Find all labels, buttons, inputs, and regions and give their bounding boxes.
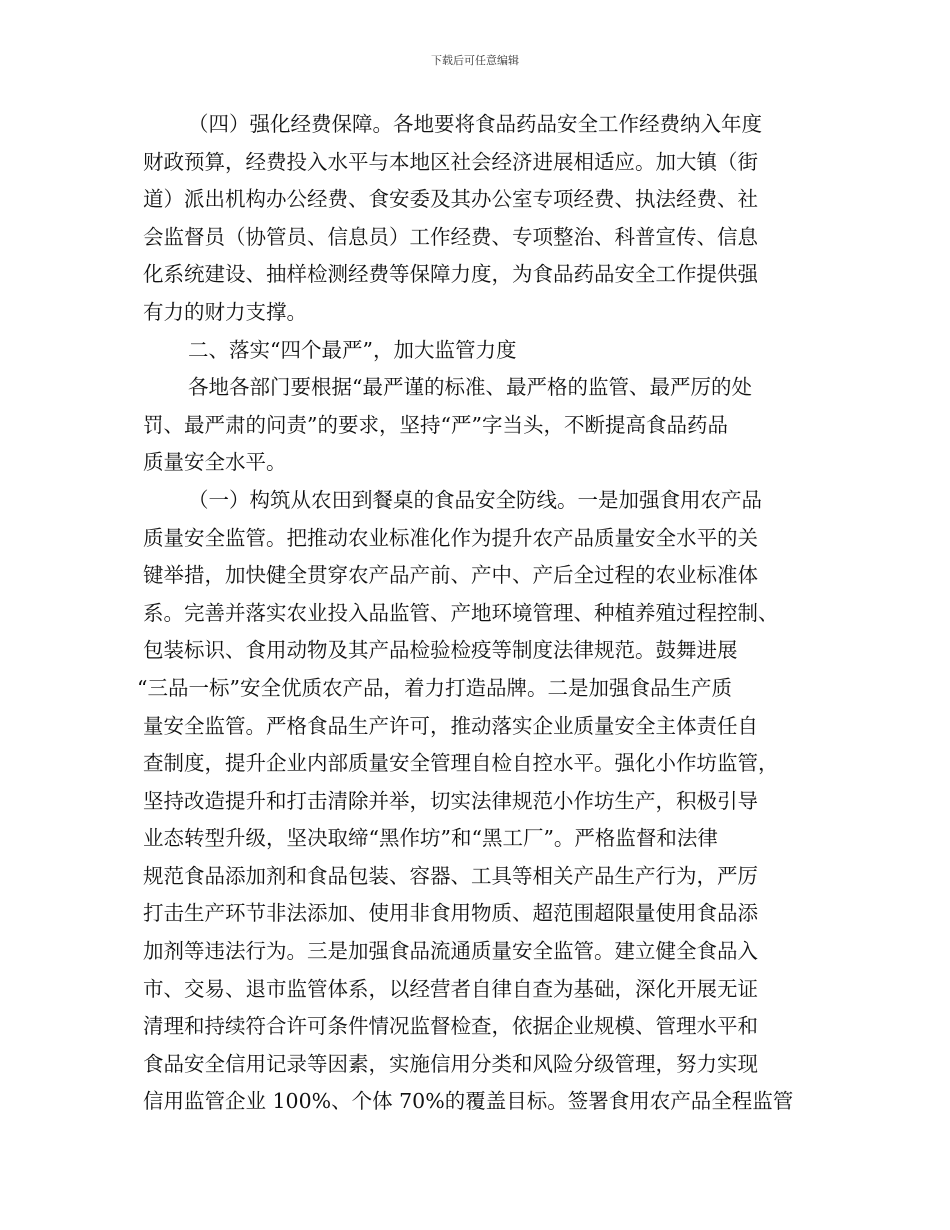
section-heading: 二、落实“四个最严”，加大监管力度 <box>188 337 517 362</box>
text-line: 道）派出机构办公经费、食安委及其办公室专项经费、执法经费、社 <box>143 187 758 212</box>
text-line: 加剂等违法行为。三是加强食品流通质量安全监管。建立健全食品入 <box>143 939 758 964</box>
text-line: 化系统建设、抽样检测经费等保障力度，为食品药品安全工作提供强 <box>143 262 758 287</box>
text-line: 键举措，加快健全贯穿农产品产前、产中、产后全过程的农业标准体 <box>143 563 758 588</box>
text-line: 系。完善并落实农业投入品监管、产地环境管理、种植养殖过程控制、 <box>143 600 779 625</box>
text-line: （一）构筑从农田到餐桌的食品安全防线。一是加强食用农产品 <box>188 487 762 512</box>
text-line: 打击生产环节非法添加、使用非食用物质、超范围超限量使用食品添 <box>143 901 758 926</box>
page-header-note: 下载后可任意编辑 <box>431 54 519 67</box>
text-line: 各地各部门要根据“最严谨的标准、最严格的监管、最严厉的处 <box>188 375 752 400</box>
text-line: 质量安全监管。把推动农业标准化作为提升农产品质量安全水平的关 <box>143 525 758 550</box>
text-line: 会监督员（协管员、信息员）工作经费、专项整治、科普宣传、信息 <box>143 224 758 249</box>
text-line: 清理和持续符合许可条件情况监督检查，依据企业规模、管理水平和 <box>143 1014 758 1039</box>
text-line: 信用监管企业 100%、个体 70%的覆盖目标。签署食用农产品全程监管 <box>143 1089 794 1114</box>
text-line: 质量安全水平。 <box>143 450 287 475</box>
text-line: “三品一标”安全优质农产品，着力打造品牌。二是加强食品生产质 <box>137 675 732 700</box>
text-line: 查制度，提升企业内部质量安全管理自检自控水平。强化小作坊监管， <box>143 751 779 776</box>
text-line: 业态转型升级，坚决取缔“黑作坊”和“黑工厂”。严格监督和法律 <box>143 826 718 851</box>
text-line: 规范食品添加剂和食品包装、容器、工具等相关产品生产行为，严厉 <box>143 863 758 888</box>
text-line: 包装标识、食用动物及其产品检验检疫等制度法律规范。鼓舞进展 <box>143 638 738 663</box>
document-body <box>137 106 803 1121</box>
text-line: 罚、最严肃的问责”的要求，坚持“严”字当头，不断提高食品药品 <box>143 412 728 437</box>
text-line: 坚持改造提升和打击清除并举，切实法律规范小作坊生产，积极引导 <box>143 788 758 813</box>
text-line: 量安全监管。严格食品生产许可，推动落实企业质量安全主体责任自 <box>143 713 758 738</box>
text-line: 市、交易、退市监管体系，以经营者自律自查为基础，深化开展无证 <box>143 976 758 1001</box>
text-line: 有力的财力支撑。 <box>143 299 307 324</box>
text-line: （四）强化经费保障。各地要将食品药品安全工作经费纳入年度 <box>188 112 762 136</box>
text-line: 食品安全信用记录等因素，实施信用分类和风险分级管理，努力实现 <box>143 1051 758 1076</box>
text-line: 财政预算，经费投入水平与本地区社会经济进展相适应。加大镇（街 <box>143 149 758 174</box>
